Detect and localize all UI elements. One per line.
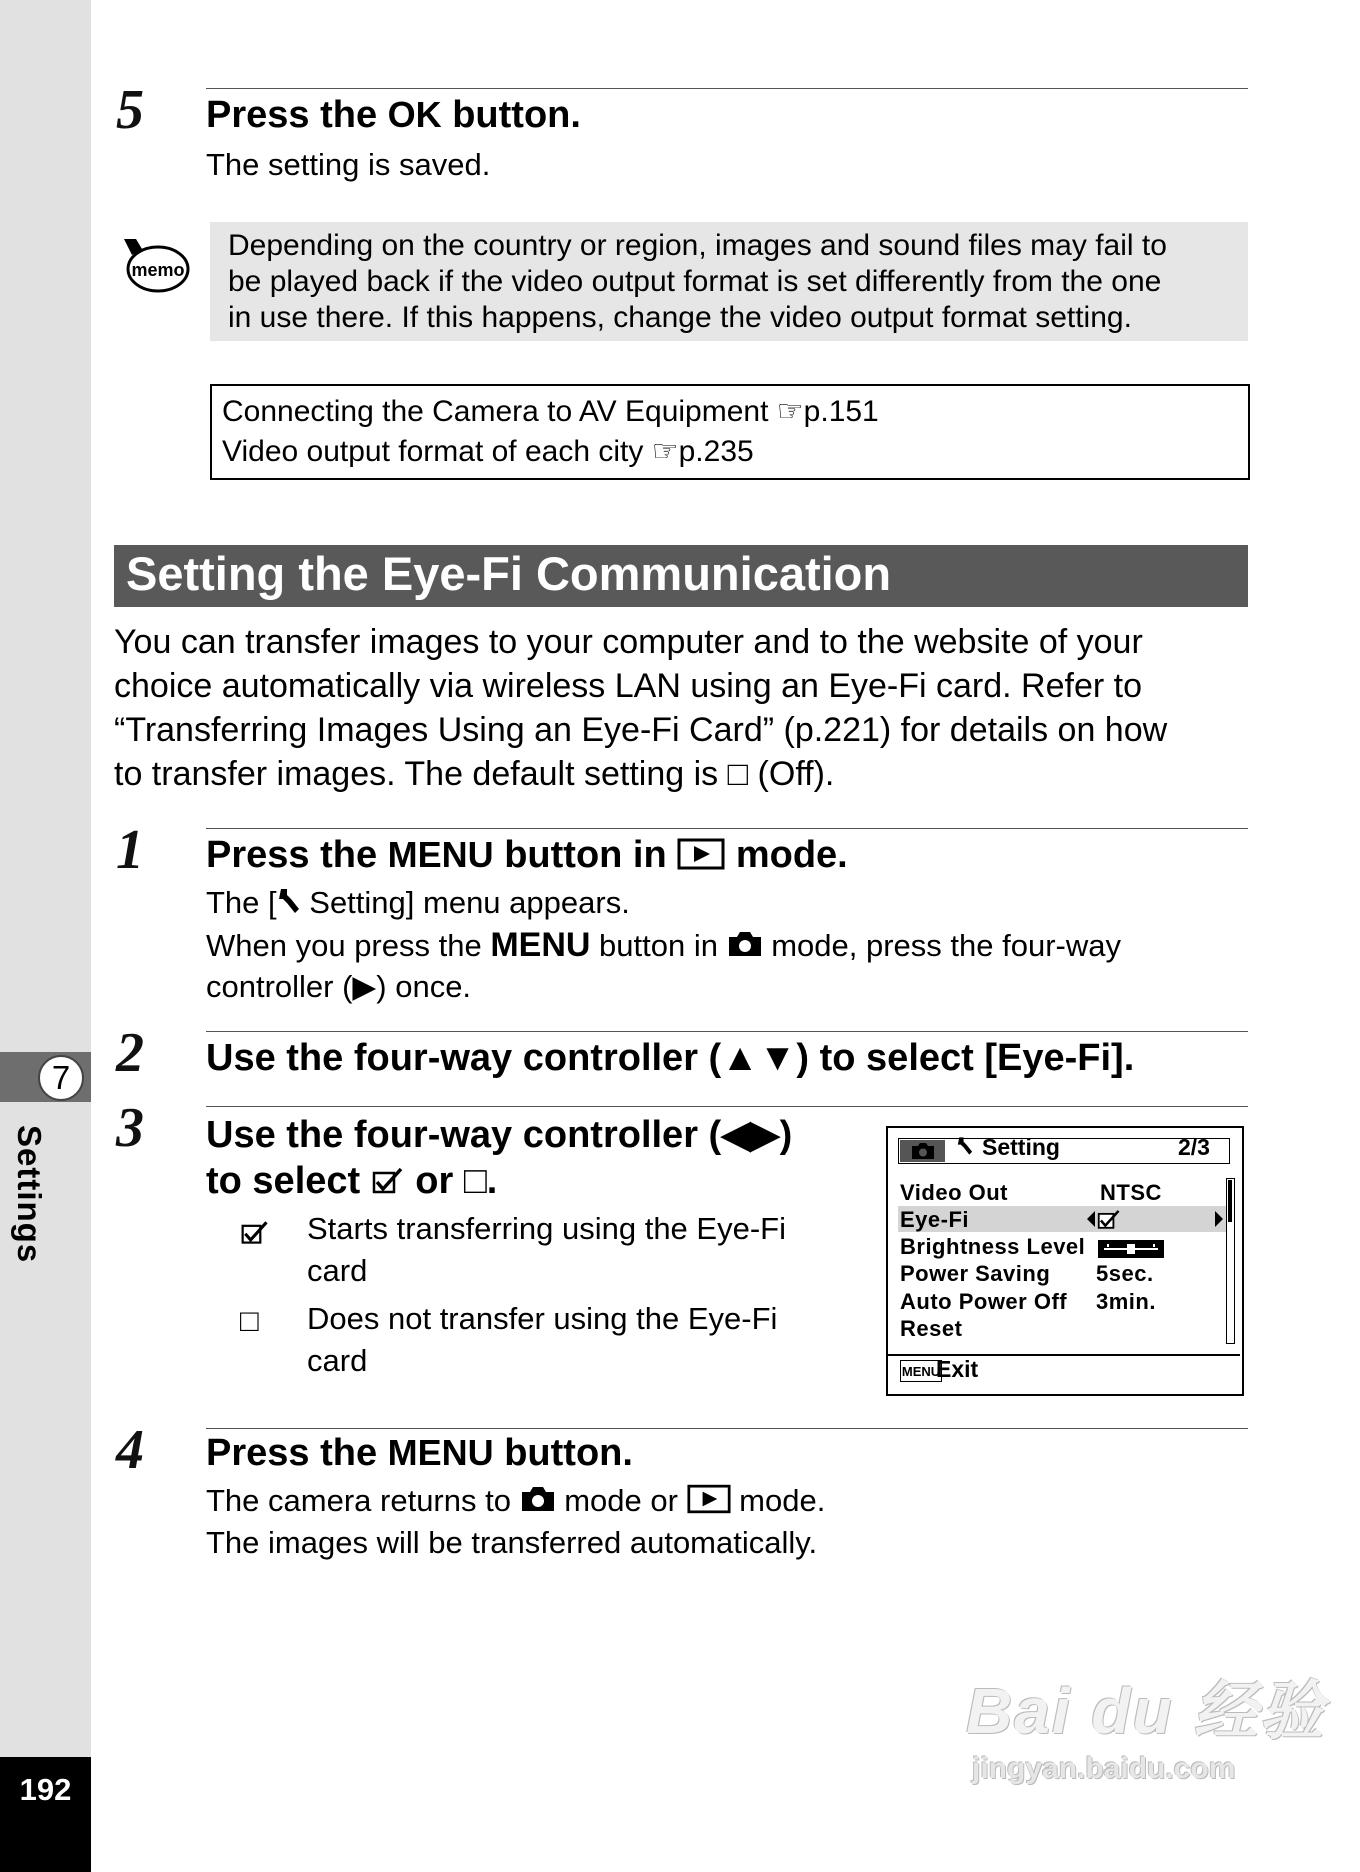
step-5-rule: [206, 88, 1248, 89]
reference-page: p.235: [678, 435, 754, 468]
page-ref-icon: ☞: [651, 435, 679, 468]
watermark-logo-text: Bai du 经验: [966, 1675, 1326, 1747]
step-4-title-pre: Press the: [206, 1432, 388, 1474]
reference-page: p.151: [803, 395, 879, 428]
section-intro: [114, 620, 1167, 796]
checkbox-checked-icon: [240, 1218, 270, 1251]
screen-checkbox-checked-icon: [1096, 1208, 1122, 1235]
watermark-url: jingyan.baidu.com: [972, 1752, 1236, 1785]
screen-menu-badge: MENU: [900, 1360, 942, 1382]
brightness-slider-icon: [1098, 1240, 1164, 1263]
menu-key-label: MENU: [387, 1432, 494, 1473]
step-1-title-mid: button in: [493, 834, 678, 876]
playback-icon: [677, 837, 725, 880]
wrench-icon: [956, 1135, 974, 1162]
step-3-title-line-2: [206, 1160, 497, 1205]
option-off-symbol: □: [240, 1303, 259, 1338]
screen-tab-title: [956, 1134, 1060, 1162]
page-number: 192: [19, 1772, 72, 1807]
step-4-line-1-mid: mode or: [555, 1483, 687, 1518]
option-line: Starts transferring using the Eye-Fi: [307, 1211, 786, 1246]
screen-item-label: Power Saving: [900, 1261, 1051, 1286]
step-4-title: [206, 1432, 633, 1475]
camera-icon: [900, 1140, 945, 1162]
chapter-label: Settings: [11, 1125, 48, 1264]
chapter-number: 7: [38, 1055, 84, 1101]
screen-item-label: Video Out: [900, 1180, 1008, 1205]
page-ref-icon: ☞: [776, 395, 804, 428]
step-1-line-2: [206, 924, 1121, 969]
step-4-rule: [206, 1428, 1248, 1429]
memo-icon: [118, 235, 190, 300]
screen-tab-title-text: Setting: [982, 1134, 1060, 1160]
step-1-title: [206, 834, 848, 880]
chapter-sidebar: [0, 0, 91, 1872]
intro-line: to transfer images. The default setting is □ (Off).: [114, 755, 835, 793]
checkbox-checked-icon: [371, 1162, 405, 1205]
step-1-title-post: mode.: [725, 834, 848, 876]
screen-item-label: Brightness Level: [900, 1234, 1086, 1259]
wrench-icon: [277, 884, 301, 926]
step-5-body: The setting is saved.: [206, 147, 491, 182]
memo-line: be played back if the video output format is set differently from the one: [228, 265, 1162, 298]
step-3-number: 3: [116, 1097, 144, 1159]
step-2-title: Use the four-way controller (▲▼) to select [Eye-Fi].: [206, 1037, 1135, 1079]
step-5-number: 5: [116, 79, 144, 141]
screen-right-arrow-icon: [1214, 1210, 1224, 1233]
baidu-watermark: [966, 1660, 1325, 1786]
menu-key-label: MENU: [490, 926, 591, 964]
step-1-line-2-pre: When you press the: [206, 928, 491, 963]
memo-line: Depending on the country or region, images and sound files may fail to: [228, 229, 1167, 262]
screen-left-arrow-icon: [1086, 1210, 1096, 1233]
step-2-number: 2: [116, 1022, 144, 1084]
screen-item-value: NTSC: [1100, 1180, 1162, 1205]
step-4-number: 4: [116, 1419, 144, 1481]
step-3-rule: [206, 1106, 1248, 1107]
step-1-rule: [206, 828, 1248, 829]
reference-text: Connecting the Camera to AV Equipment: [222, 395, 777, 428]
camera-icon: [727, 927, 763, 969]
screen-scrollbar-thumb: [1228, 1180, 1232, 1222]
playback-icon: [687, 1483, 731, 1525]
step-1-line-1: [206, 882, 630, 926]
step-3-title-pre: to select: [206, 1160, 371, 1202]
step-1-line-1-post: Setting] menu appears.: [300, 885, 630, 920]
screen-item-label: Reset: [900, 1316, 963, 1341]
step-1-line-2-post: mode, press the four-way: [762, 928, 1121, 963]
step-4-line-2: The images will be transferred automatically.: [206, 1525, 818, 1560]
step-1-title-pre: Press the: [206, 834, 388, 876]
ok-key-label: OK: [387, 94, 442, 135]
option-line: Does not transfer using the Eye-Fi: [307, 1301, 778, 1336]
screen-item-value: 3min.: [1096, 1289, 1156, 1314]
step-5-title: [206, 94, 581, 137]
memo-icon-label: memo: [131, 260, 185, 280]
step-3-title-line-1: Use the four-way controller (◀▶): [206, 1114, 793, 1156]
memo-line: in use there. If this happens, change the video output format setting.: [228, 301, 1132, 334]
screen-camera-tab: [900, 1140, 945, 1162]
step-4-line-1: [206, 1480, 825, 1525]
screen-item-label: Eye-Fi: [900, 1207, 970, 1232]
step-4-line-1-post: mode.: [730, 1483, 826, 1518]
screen-page-indicator: 2/3: [1178, 1134, 1210, 1160]
step-4-title-post: button.: [493, 1432, 633, 1474]
option-off-text: [307, 1298, 777, 1382]
intro-line: “Transferring Images Using an Eye-Fi Card” (p.221) for details on how: [114, 711, 1168, 749]
intro-line: choice automatically via wireless LAN using an Eye-Fi card. Refer to: [114, 667, 1142, 705]
option-on-text: [307, 1208, 786, 1292]
step-1-line-3: controller (▶) once.: [206, 969, 472, 1004]
step-2-rule: [206, 1031, 1248, 1032]
menu-key-label: MENU: [387, 834, 494, 875]
camera-icon: [520, 1482, 556, 1524]
option-line: card: [307, 1343, 368, 1378]
screen-item-label: Auto Power Off: [900, 1289, 1068, 1314]
screen-exit-label: Exit: [936, 1356, 979, 1382]
step-1-line-2-mid: button in: [590, 928, 727, 963]
reference-line: [222, 434, 754, 469]
memo-text: [228, 228, 1238, 336]
step-5-title-post: button.: [441, 94, 581, 136]
option-line: card: [307, 1253, 368, 1288]
step-3-title-mid: or □.: [404, 1160, 498, 1202]
intro-line: You can transfer images to your computer and to the website of your: [114, 623, 1143, 661]
section-title: Setting the Eye-Fi Communication: [126, 547, 892, 600]
step-5-title-pre: Press the: [206, 94, 388, 136]
step-4-line-1-pre: The camera returns to: [206, 1483, 520, 1518]
reference-line: [222, 394, 879, 429]
screen-item-value: 5sec.: [1096, 1261, 1154, 1286]
step-1-number: 1: [116, 819, 144, 881]
reference-text: Video output format of each city: [222, 435, 652, 468]
step-1-line-1-pre: The [: [206, 885, 277, 920]
